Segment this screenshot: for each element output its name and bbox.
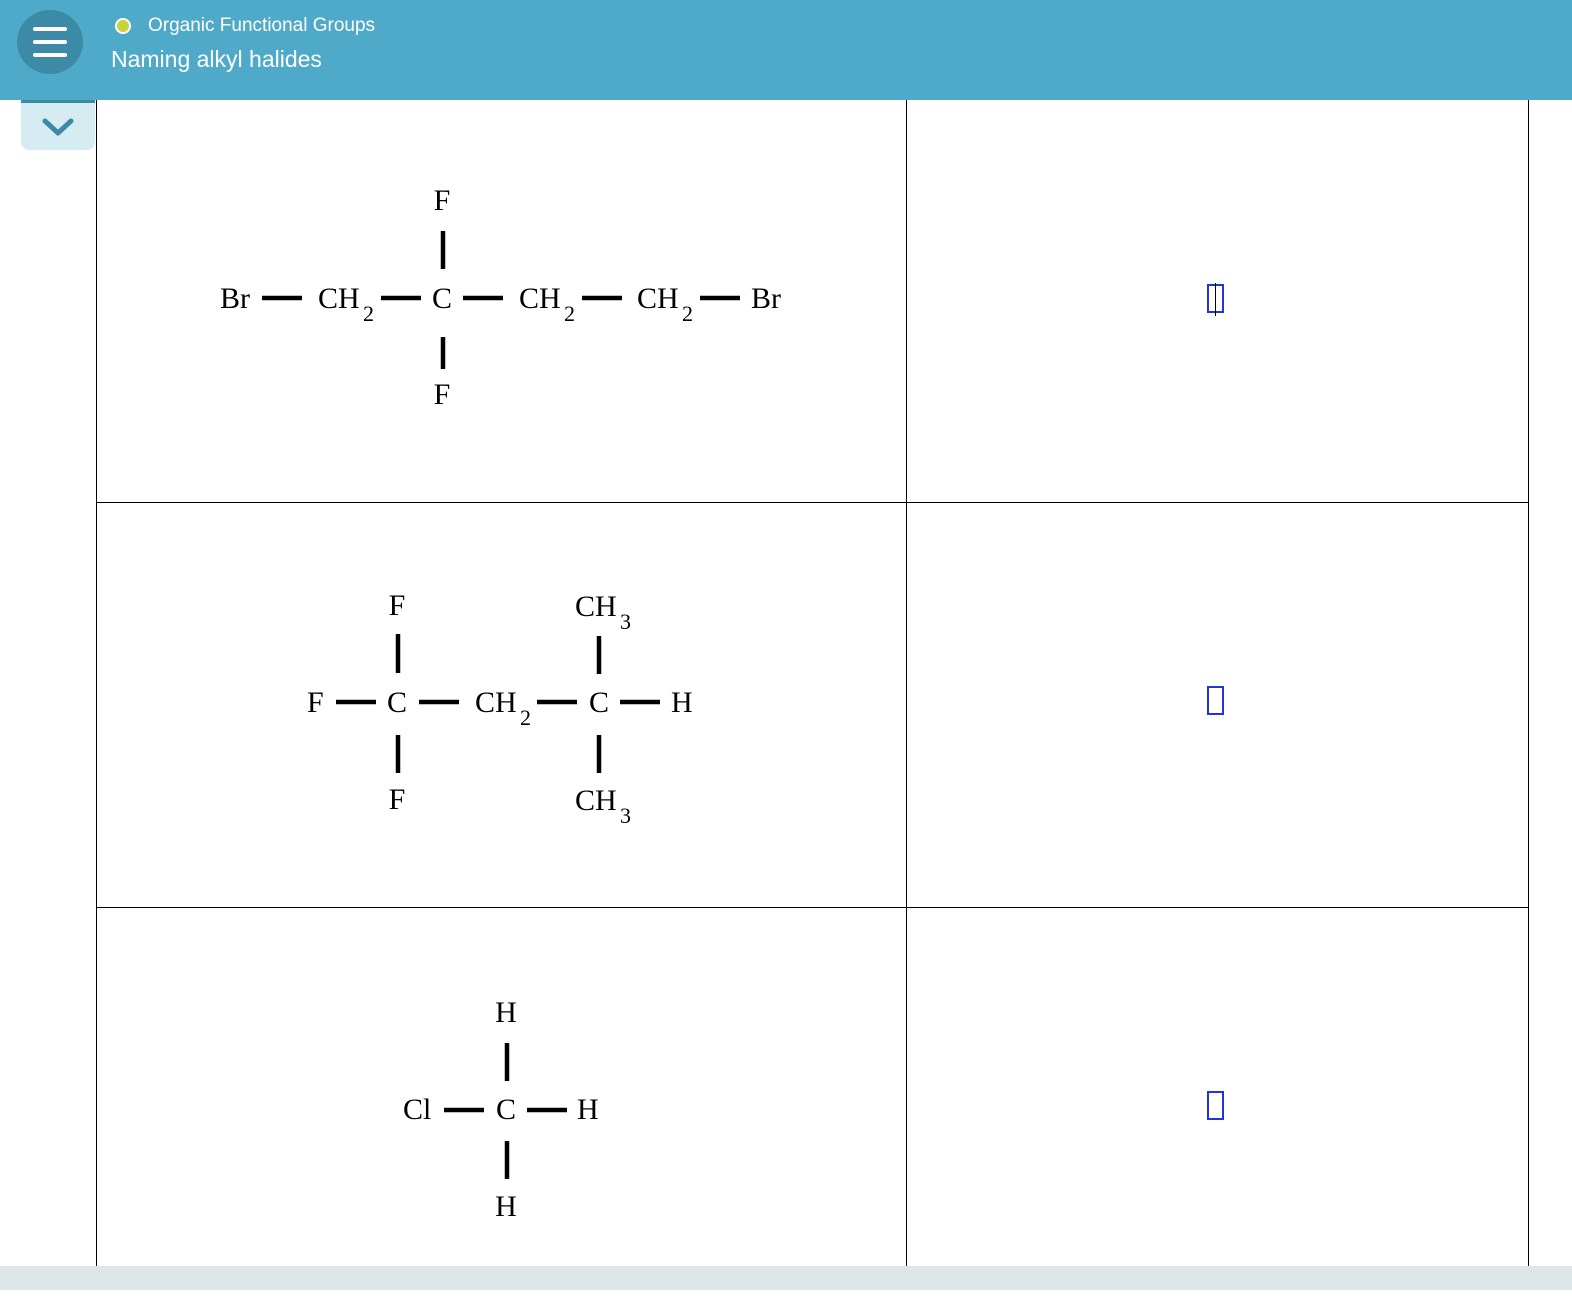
answer-cell-row-2 (907, 503, 1527, 903)
menu-icon-line (33, 53, 67, 57)
atom-label: CH (575, 784, 617, 817)
subscript: 2 (520, 705, 531, 730)
structure-drawing (97, 503, 906, 903)
atom-label: Cl (403, 1093, 432, 1126)
answer-input[interactable] (1207, 284, 1224, 313)
bottom-scrollbar[interactable] (0, 1266, 1572, 1290)
subscript: 3 (620, 803, 631, 828)
answer-input[interactable] (1207, 1091, 1224, 1120)
atom-label: CH (637, 282, 679, 315)
atom-label: F (307, 686, 324, 719)
atom-label: CH (318, 282, 360, 315)
top-bar (0, 0, 1572, 100)
atom-label: C (588, 686, 610, 719)
collapse-toggle[interactable] (21, 100, 95, 150)
atom-label: C (386, 686, 408, 719)
atom-label: F (388, 783, 406, 816)
structure-row-3 (97, 908, 906, 1308)
structure-drawing (97, 908, 906, 1308)
subscript: 3 (620, 609, 631, 634)
structure-drawing (97, 101, 906, 501)
menu-icon-line (33, 27, 67, 31)
atom-label: F (433, 378, 451, 411)
breadcrumb-label[interactable]: Organic Functional Groups (148, 15, 376, 36)
text-cursor-icon (1215, 283, 1218, 316)
atom-label: F (433, 184, 451, 217)
atom-label: Br (751, 282, 781, 315)
answer-input[interactable] (1207, 686, 1224, 715)
status-dot-icon (115, 18, 131, 34)
menu-button[interactable] (17, 10, 83, 74)
structure-row-2 (97, 503, 906, 903)
atom-label: CH (519, 282, 561, 315)
atom-label: CH (575, 590, 617, 623)
subscript: 2 (682, 301, 693, 326)
menu-icon-line (33, 40, 67, 44)
structure-row-1 (97, 101, 906, 501)
atom-label: CH (475, 686, 517, 719)
chevron-down-icon (21, 100, 95, 150)
page-title: Naming alkyl halides (111, 46, 322, 72)
atom-label: H (495, 996, 517, 1029)
atom-label: Br (220, 282, 250, 315)
subscript: 2 (564, 301, 575, 326)
answer-cell-row-3 (907, 908, 1527, 1308)
atom-label: F (388, 589, 406, 622)
subscript: 2 (363, 301, 374, 326)
answer-cell-row-1 (907, 101, 1527, 501)
atom-label: H (577, 1093, 599, 1126)
atom-label: H (495, 1190, 517, 1223)
atom-label: H (671, 686, 693, 719)
atom-label: C (431, 282, 453, 315)
atom-label: C (495, 1093, 517, 1126)
